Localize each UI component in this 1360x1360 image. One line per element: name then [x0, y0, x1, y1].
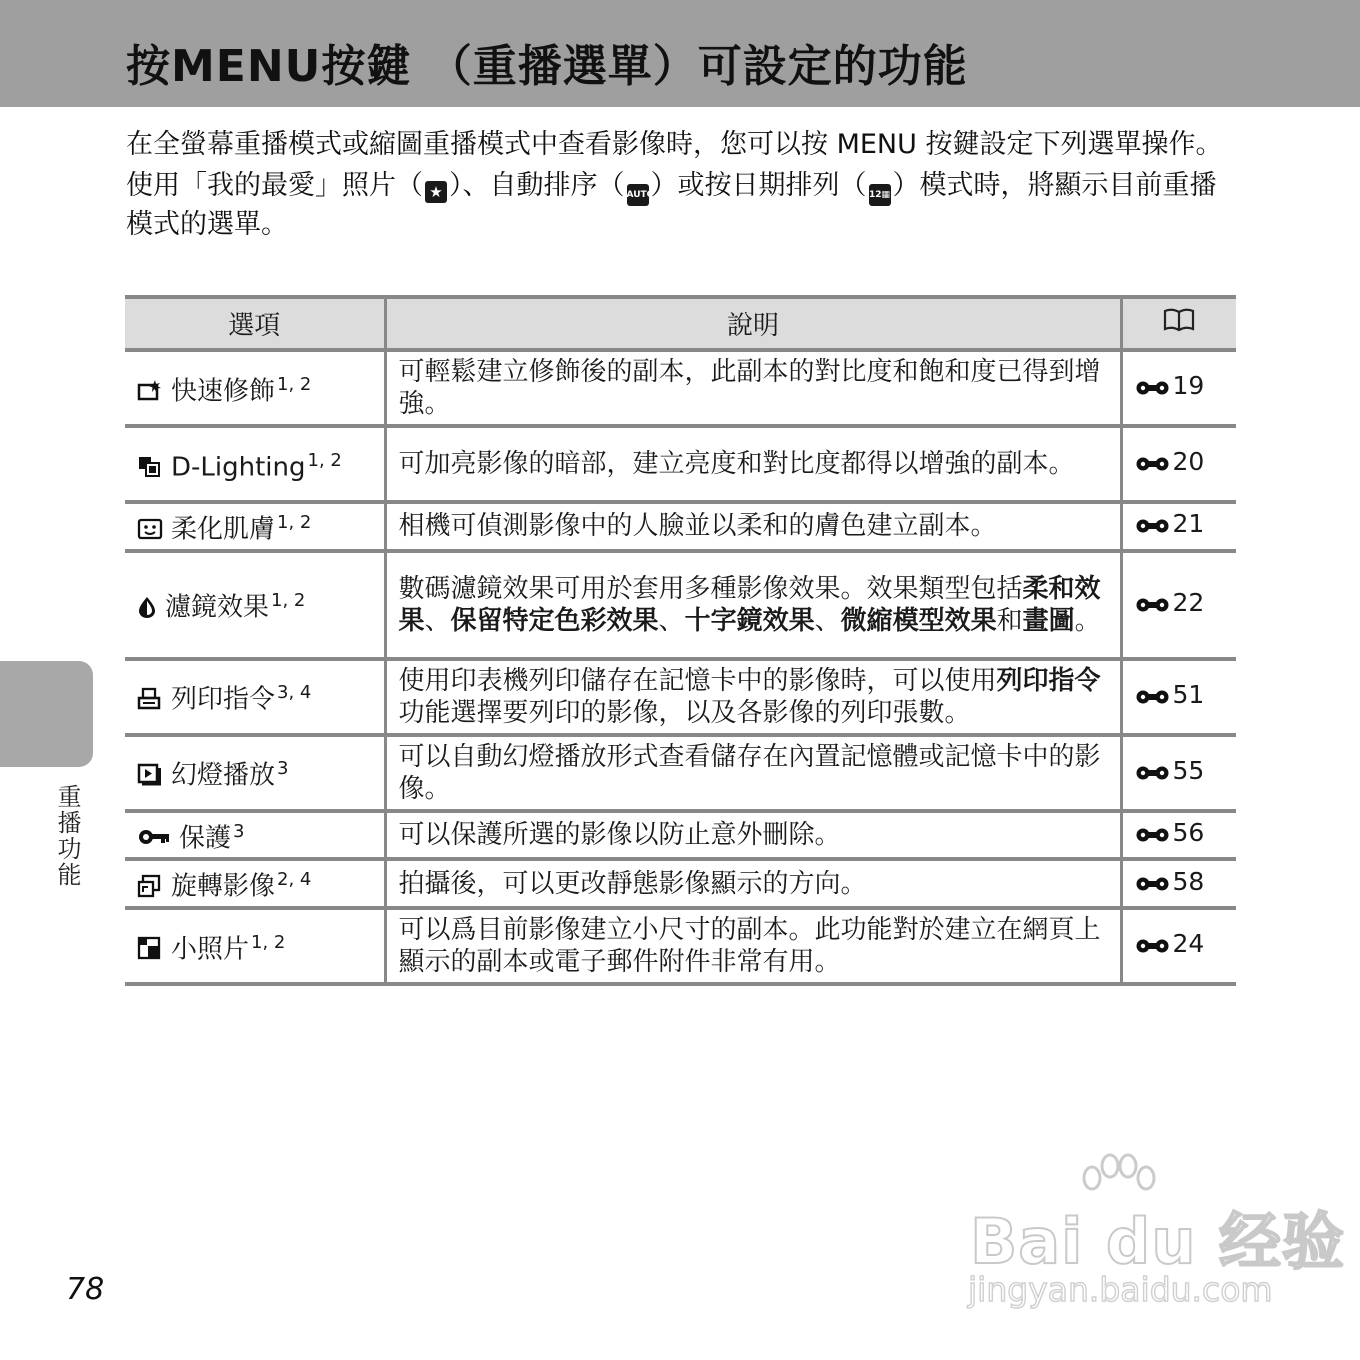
description-cell [385, 426, 1121, 502]
option-cell [125, 350, 385, 426]
option-name: 柔化肌膚 [171, 514, 276, 545]
filter-effects-icon [137, 595, 157, 617]
reference-section-icon [1135, 683, 1171, 715]
watermark-brand: Bai du 经验 [970, 1205, 1346, 1278]
reference-cell [1121, 551, 1236, 659]
description-emphasis: 畫圖 [1022, 605, 1075, 636]
description-cell [385, 908, 1121, 984]
table-row [125, 859, 1236, 908]
description-text: 、 [658, 605, 685, 636]
column-header-option: 選項 [125, 297, 385, 350]
intro-p2-part-b: ）、自動排序（ [449, 170, 625, 201]
favorite-star-icon: ★ [425, 181, 447, 203]
reference-cell [1121, 811, 1236, 860]
option-name: 小照片 [171, 934, 250, 965]
description-cell [385, 551, 1121, 659]
intro-paragraph-2 [126, 167, 1236, 243]
reference-cell [1121, 908, 1236, 984]
reference-page: 20 [1172, 447, 1205, 476]
intro-p2-part-a: 使用「我的最愛」照片（ [126, 170, 423, 201]
description-text: 可以保護所選的影像以防止意外刪除。 [398, 819, 841, 850]
option-name: 旋轉影像 [171, 871, 276, 902]
description-emphasis: 列印指令 [996, 665, 1101, 696]
description-text: 和 [996, 605, 1023, 636]
option-footnote-ref: 3 [233, 820, 245, 842]
description-cell [385, 502, 1121, 551]
quick-retouch-icon [137, 378, 163, 400]
option-name: 幻燈播放 [171, 760, 276, 791]
description-emphasis: 保留特定色彩效果 [450, 605, 659, 636]
option-footnote-ref: 1, 2 [277, 373, 312, 395]
description-cell [385, 659, 1121, 735]
page-number: 78 [66, 1272, 105, 1307]
skin-softening-icon [137, 517, 163, 539]
table-row [125, 426, 1236, 502]
print-order-icon [137, 687, 163, 709]
reference-section-icon [1135, 870, 1171, 902]
list-by-date-icon: 12▦ [869, 184, 891, 206]
reference-page: 56 [1172, 817, 1205, 847]
reference-cell [1121, 502, 1236, 551]
reference-section-icon [1135, 759, 1171, 791]
option-name: 保護 [179, 823, 232, 854]
description-text: 可以自動幻燈播放形式查看儲存在內置記憶體或記憶卡中的影像。 [398, 741, 1101, 804]
reference-page: 22 [1172, 587, 1205, 617]
reference-section-icon [1135, 591, 1171, 623]
reference-cell [1121, 859, 1236, 908]
rotate-image-icon [137, 874, 163, 896]
reference-section-icon [1135, 932, 1171, 964]
side-tab [0, 661, 93, 767]
option-footnote-ref: 3 [277, 758, 289, 780]
reference-cell [1121, 735, 1236, 811]
description-text: 使用印表機列印儲存在記憶卡中的影像時，可以使用 [398, 665, 997, 696]
reference-section-icon [1135, 374, 1171, 406]
reference-section-icon [1135, 512, 1171, 544]
table-row [125, 350, 1236, 426]
reference-page: 51 [1172, 679, 1205, 709]
description-text: 可加亮影像的暗部，建立亮度和對比度都得以增強的副本。 [398, 449, 1075, 479]
table-row [125, 908, 1236, 984]
reference-page: 55 [1172, 755, 1205, 785]
option-name: 列印指令 [171, 684, 276, 715]
description-cell [385, 350, 1121, 426]
reference-section-icon [1135, 821, 1171, 853]
option-cell [125, 908, 385, 984]
option-footnote-ref: 1, 2 [307, 449, 342, 471]
reference-page: 58 [1172, 866, 1205, 896]
protect-key-icon [137, 825, 171, 847]
description-text: 拍攝後，可以更改靜態影像顯示的方向。 [398, 868, 867, 899]
slide-show-icon [137, 763, 163, 785]
option-cell [125, 811, 385, 860]
description-cell [385, 735, 1121, 811]
option-footnote-ref: 1, 2 [271, 590, 306, 612]
option-cell [125, 502, 385, 551]
option-cell [125, 551, 385, 659]
reference-cell [1121, 659, 1236, 735]
intro-p2-part-d: ）模式時，將顯示目前重播模式的選單。 [126, 170, 1217, 240]
description-text: 、 [814, 605, 841, 636]
option-footnote-ref: 1, 2 [277, 512, 312, 533]
playback-menu-table [125, 295, 1236, 986]
option-footnote-ref: 2, 4 [277, 869, 312, 891]
intro-paragraph-1: 在全螢幕重播模式或縮圖重播模式中查看影像時，您可以按 MENU 按鍵設定下列選單操作。 [126, 129, 1223, 160]
reference-page: 24 [1172, 928, 1205, 958]
small-picture-icon [137, 936, 163, 958]
table-row [125, 551, 1236, 659]
baidu-watermark [960, 1150, 1346, 1320]
description-emphasis: 十字鏡效果 [684, 605, 815, 636]
option-cell [125, 859, 385, 908]
description-text: 數碼濾鏡效果可用於套用多種影像效果。效果類型包括 [398, 573, 1023, 604]
intro-p2-part-c: ）或按日期排列（ [650, 170, 867, 201]
intro-text [126, 126, 1236, 247]
description-emphasis: 微縮模型效果 [840, 605, 997, 636]
description-text: 、 [424, 605, 451, 636]
table-row [125, 502, 1236, 551]
column-header-description: 說明 [385, 297, 1121, 350]
option-cell [125, 426, 385, 502]
auto-sort-icon: AUTO [627, 184, 649, 206]
reference-page: 19 [1172, 371, 1205, 400]
d-lighting-icon [137, 454, 163, 476]
description-cell [385, 859, 1121, 908]
description-emphasis: 柔和效果 [398, 573, 1101, 636]
option-name: D-Lighting [171, 452, 306, 483]
table-row [125, 811, 1236, 860]
option-footnote-ref: 1, 2 [251, 931, 286, 953]
description-text: 可以爲目前影像建立小尺寸的副本。此功能對於建立在網頁上顯示的副本或電子郵件附件非常有用。 [398, 914, 1101, 977]
book-icon [1162, 307, 1196, 333]
description-text: 相機可偵測影像中的人臉並以柔和的膚色建立副本。 [398, 511, 997, 542]
watermark-url: jingyan.baidu.com [968, 1270, 1273, 1309]
table-row [125, 735, 1236, 811]
side-tab-label: 重播功能 [53, 784, 81, 888]
reference-cell [1121, 426, 1236, 502]
option-cell [125, 659, 385, 735]
reference-section-icon [1135, 450, 1171, 482]
table-body [125, 350, 1236, 984]
column-header-reference [1121, 297, 1236, 350]
reference-page: 21 [1172, 509, 1205, 539]
description-text: 功能選擇要列印的影像，以及各影像的列印張數。 [398, 697, 971, 728]
option-cell [125, 735, 385, 811]
reference-cell [1121, 350, 1236, 426]
description-cell [385, 811, 1121, 860]
option-name: 快速修飾 [171, 376, 276, 407]
table-header-row [125, 297, 1236, 350]
description-text: 。 [1074, 605, 1101, 636]
page-title: 按MENU按鍵 （重播選單）可設定的功能 [126, 41, 968, 92]
table-row [125, 659, 1236, 735]
option-name: 濾鏡效果 [165, 592, 270, 623]
option-footnote-ref: 3, 4 [277, 682, 312, 704]
description-text: 可輕鬆建立修飾後的副本，此副本的對比度和飽和度已得到增強。 [398, 357, 1101, 419]
